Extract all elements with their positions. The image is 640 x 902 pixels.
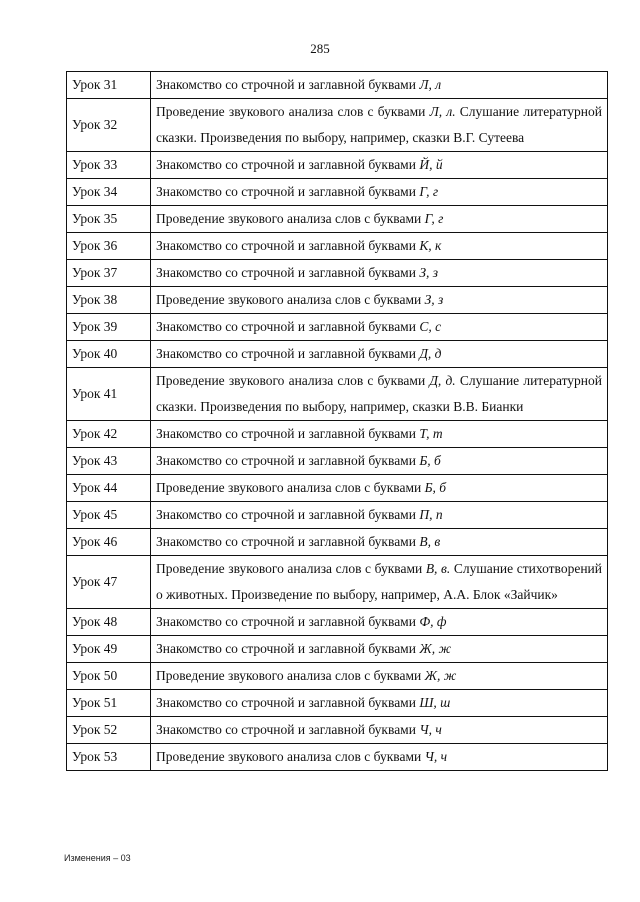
lesson-topic-text: Знакомство со строчной и заглавной буквами <box>156 534 420 549</box>
lesson-number: Урок 40 <box>67 341 151 368</box>
lesson-letters: З, з <box>419 265 439 280</box>
lesson-topic <box>151 99 608 152</box>
lesson-topic <box>151 206 608 233</box>
lesson-number: Урок 36 <box>67 233 151 260</box>
lesson-letters: Ч, ч <box>424 749 448 764</box>
lesson-topic <box>151 609 608 636</box>
table-row <box>67 556 608 609</box>
lesson-topic <box>151 421 608 448</box>
table-row <box>67 233 608 260</box>
lesson-number: Урок 42 <box>67 421 151 448</box>
lesson-topic-extra: Слушание стихотворений о животных. Произведение по выбору, например, А.А. Блок «Зайчик» <box>156 561 602 602</box>
lesson-number: Урок 48 <box>67 609 151 636</box>
lesson-number: Урок 37 <box>67 260 151 287</box>
lesson-letters: Д, д <box>419 346 442 361</box>
lesson-topic <box>151 529 608 556</box>
table-row <box>67 663 608 690</box>
lesson-topic-text: Знакомство со строчной и заглавной буквами <box>156 453 420 468</box>
lesson-topic-text: Знакомство со строчной и заглавной буквами <box>156 346 420 361</box>
lesson-number: Урок 31 <box>67 72 151 99</box>
lesson-topic-extra: Слушание литературной сказки. Произведения по выбору, например, сказки В.В. Бианки <box>156 373 603 414</box>
lesson-topic-text: Знакомство со строчной и заглавной буквами <box>156 614 420 629</box>
lesson-letters: Ш, ш <box>419 695 451 710</box>
lesson-topic <box>151 314 608 341</box>
lesson-letters: Ч, ч <box>419 722 442 737</box>
lesson-number: Урок 44 <box>67 475 151 502</box>
lesson-topic-text: Знакомство со строчной и заглавной буквами <box>156 426 420 441</box>
lesson-number: Урок 53 <box>67 744 151 771</box>
lesson-letters: Т, т <box>419 426 443 441</box>
lesson-topic <box>151 287 608 314</box>
table-row <box>67 368 608 421</box>
lesson-topic <box>151 663 608 690</box>
lesson-number: Урок 34 <box>67 179 151 206</box>
lesson-topic-text: Знакомство со строчной и заглавной буквами <box>156 77 420 92</box>
lesson-topic <box>151 341 608 368</box>
lesson-topic-text: Знакомство со строчной и заглавной буквами <box>156 695 420 710</box>
lesson-number: Урок 47 <box>67 556 151 609</box>
table-row <box>67 287 608 314</box>
lesson-topic-text: Проведение звукового анализа слов с буквами <box>156 561 426 576</box>
lesson-topic <box>151 690 608 717</box>
lesson-letters: Б, б <box>419 453 441 468</box>
lesson-letters: С, с <box>419 319 442 334</box>
lesson-letters: Ф, ф <box>419 614 447 629</box>
table-row <box>67 260 608 287</box>
lesson-topic-text: Знакомство со строчной и заглавной буквами <box>156 507 420 522</box>
lesson-topic-text: Проведение звукового анализа слов с буквами <box>156 668 425 683</box>
table-row <box>67 448 608 475</box>
lesson-letters: Л, л <box>419 77 442 92</box>
table-row <box>67 341 608 368</box>
lesson-topic-text: Проведение звукового анализа слов с буквами <box>156 749 425 764</box>
table-row <box>67 314 608 341</box>
lesson-topic-text: Знакомство со строчной и заглавной буквами <box>156 319 420 334</box>
lesson-number: Урок 32 <box>67 99 151 152</box>
lesson-topic <box>151 260 608 287</box>
table-row <box>67 99 608 152</box>
table-row <box>67 529 608 556</box>
lesson-table-body <box>67 72 608 771</box>
lesson-letters: З, з <box>424 292 444 307</box>
lesson-topic <box>151 717 608 744</box>
lesson-topic-text: Знакомство со строчной и заглавной буквами <box>156 184 420 199</box>
lesson-letters: К, к <box>419 238 442 253</box>
lesson-number: Урок 49 <box>67 636 151 663</box>
table-row <box>67 72 608 99</box>
lesson-number: Урок 35 <box>67 206 151 233</box>
lesson-number: Урок 45 <box>67 502 151 529</box>
lesson-topic <box>151 636 608 663</box>
lesson-letters: Л, л. <box>429 104 456 119</box>
table-row <box>67 502 608 529</box>
lesson-number: Урок 46 <box>67 529 151 556</box>
lesson-letters: Г, г <box>419 184 439 199</box>
lesson-letters: Ж, ж <box>419 641 452 656</box>
table-row <box>67 152 608 179</box>
table-row <box>67 421 608 448</box>
lesson-topic <box>151 744 608 771</box>
lesson-letters: Г, г <box>424 211 444 226</box>
lesson-topic-text: Проведение звукового анализа слов с буквами <box>156 292 425 307</box>
lesson-number: Урок 51 <box>67 690 151 717</box>
table-row <box>67 690 608 717</box>
page-number: 285 <box>310 41 330 56</box>
table-row <box>67 717 608 744</box>
lesson-topic-extra: Слушание литературной сказки. Произведения по выбору, например, сказки В.Г. Сутеева <box>156 104 602 145</box>
lesson-topic-text: Знакомство со строчной и заглавной буквами <box>156 722 420 737</box>
table-row <box>67 179 608 206</box>
lesson-letters: Б, б <box>424 480 447 495</box>
lesson-topic <box>151 475 608 502</box>
lesson-letters: Ж, ж <box>424 668 457 683</box>
table-row <box>67 744 608 771</box>
table-row <box>67 636 608 663</box>
lesson-number: Урок 33 <box>67 152 151 179</box>
lesson-topic-text: Проведение звукового анализа слов с буквами <box>156 480 425 495</box>
lesson-topic-text: Знакомство со строчной и заглавной буквами <box>156 265 420 280</box>
lesson-topic <box>151 152 608 179</box>
table-row <box>67 475 608 502</box>
lesson-topic <box>151 72 608 99</box>
lesson-letters: В, в <box>419 534 441 549</box>
lesson-table <box>66 71 608 771</box>
lesson-letters: П, п <box>419 507 443 522</box>
lesson-topic <box>151 368 608 421</box>
lesson-topic-text: Знакомство со строчной и заглавной буквами <box>156 238 420 253</box>
lesson-number: Урок 38 <box>67 287 151 314</box>
lesson-number: Урок 52 <box>67 717 151 744</box>
lesson-topic <box>151 179 608 206</box>
lesson-letters: Й, й <box>419 157 443 172</box>
lesson-topic-text: Проведение звукового анализа слов с буквами <box>156 211 425 226</box>
lesson-topic <box>151 502 608 529</box>
lesson-topic <box>151 233 608 260</box>
lesson-letters: В, в. <box>425 561 451 576</box>
lesson-letters: Д, д. <box>429 373 456 388</box>
table-row <box>67 609 608 636</box>
lesson-topic-text: Проведение звукового анализа слов с буквами <box>156 373 430 388</box>
lesson-topic <box>151 556 608 609</box>
lesson-topic-text: Проведение звукового анализа слов с буквами <box>156 104 430 119</box>
lesson-topic <box>151 448 608 475</box>
lesson-number: Урок 41 <box>67 368 151 421</box>
lesson-topic-text: Знакомство со строчной и заглавной буквами <box>156 641 420 656</box>
lesson-number: Урок 39 <box>67 314 151 341</box>
table-row <box>67 206 608 233</box>
lesson-number: Урок 50 <box>67 663 151 690</box>
footer-revision: Изменения – 03 <box>64 853 131 863</box>
lesson-number: Урок 43 <box>67 448 151 475</box>
lesson-topic-text: Знакомство со строчной и заглавной буквами <box>156 157 420 172</box>
